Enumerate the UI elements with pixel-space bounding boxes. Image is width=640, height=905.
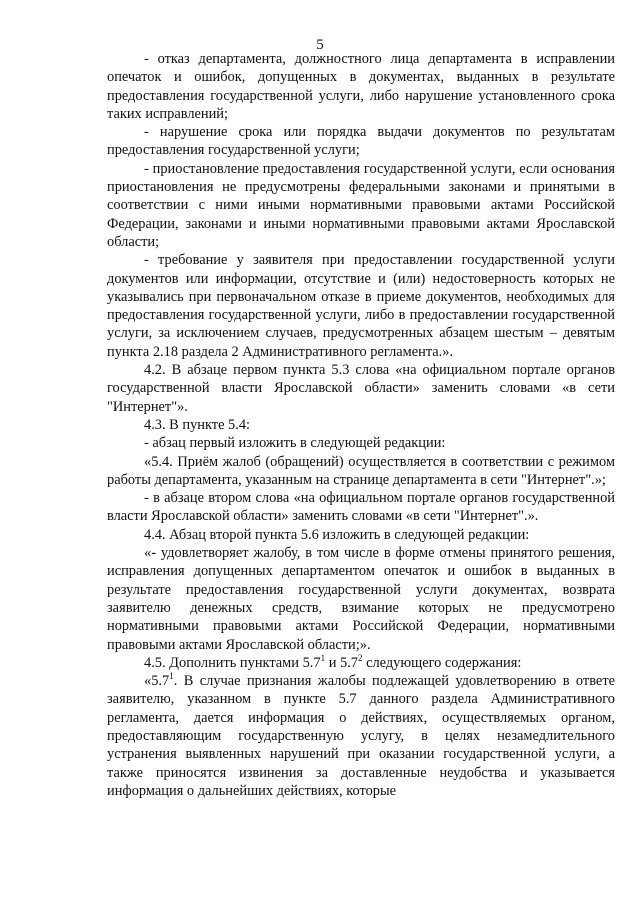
paragraph: - нарушение срока или порядка выдачи документов по результатам предоставления государственной услуги; bbox=[107, 124, 615, 159]
paragraph: - требование у заявителя при предоставлении государственной услуги документов или информации, отсутствие и (или) недостоверность которых не указывались при первоначальном отказе в приеме документов, необходимых для предоставления государственной услуги, либо в предоставлении государственной услуги, за исключением случаев, предусмотренных абзацем шестым – девятым пункта 2.18 раздела 2 Административного регламента.». bbox=[107, 252, 615, 360]
text-run: . В случае признания жалобы подлежащей удовлетворению в ответе заявителю, указанном в пункте 5.7 данного раздела Административного регламента, дается информация о действиях, осуществляемых органом, предоставляющим государственную услугу, в целях незамедлительного устранения выявленных нарушений при оказании государственной услуги, а также приносятся извинения за доставленные неудобства и указывается информация о дальнейших действиях, которые bbox=[107, 673, 615, 799]
text-run: «5.7 bbox=[144, 673, 170, 690]
paragraph: «- удовлетворяет жалобу, в том числе в форме отмены принятого решения, исправления допущенных департаментом опечаток и ошибок в выданных в результате предоставления государственной услуги документах, возврата заявителю денежных средств, взимание которых не предусмотрено нормативными правовыми актами Российской Федерации, нормативными правовыми актами Ярославской области;». bbox=[107, 545, 615, 653]
paragraph: 4.3. В пункте 5.4: bbox=[144, 416, 251, 433]
superscript: 2 bbox=[357, 653, 363, 663]
superscript: 1 bbox=[169, 671, 174, 682]
text-run: следующего содержания: bbox=[362, 654, 522, 671]
superscript: 1 bbox=[320, 653, 326, 663]
document-body bbox=[107, 50, 615, 800]
paragraph: - отказ департамента, должностного лица департамента в исправлении опечаток и ошибок, допущенных в документах, выданных в результате предоставления государственной услуги, либо нарушение установленного срока таких исправлений; bbox=[107, 51, 615, 122]
paragraph: - в абзаце втором слова «на официальном портале органов государственной власти Ярославской области» заменить словами «в сети "Интернет".». bbox=[107, 490, 615, 525]
paragraph: - абзац первый изложить в следующей редакции: bbox=[144, 435, 446, 452]
paragraph-add-points bbox=[107, 654, 615, 672]
text-run: 4.5. Дополнить пунктами 5.7 bbox=[144, 654, 321, 671]
paragraph-point-5-7-1 bbox=[107, 672, 615, 800]
paragraph: 4.4. Абзац второй пункта 5.6 изложить в следующей редакции: bbox=[144, 526, 530, 543]
paragraph: - приостановление предоставления государственной услуги, если основания приостановления не предусмотрены федеральными законами и принятыми в соответствии с ними иными нормативными правовыми актами Российской Федерации, законами и иными нормативными правовыми актами Ярославской области; bbox=[107, 160, 615, 250]
text-run: и 5.7 bbox=[325, 654, 358, 671]
paragraph: 4.2. В абзаце первом пункта 5.3 слова «на официальном портале органов государственной власти Ярославской области» заменить словами «в сети "Интернет"». bbox=[107, 362, 615, 415]
page-number: 5 bbox=[316, 37, 324, 53]
paragraph: «5.4. Приём жалоб (обращений) осуществляется в соответствии с режимом работы департамента, указанным на странице департамента в сети "Интернет".»; bbox=[107, 453, 615, 488]
